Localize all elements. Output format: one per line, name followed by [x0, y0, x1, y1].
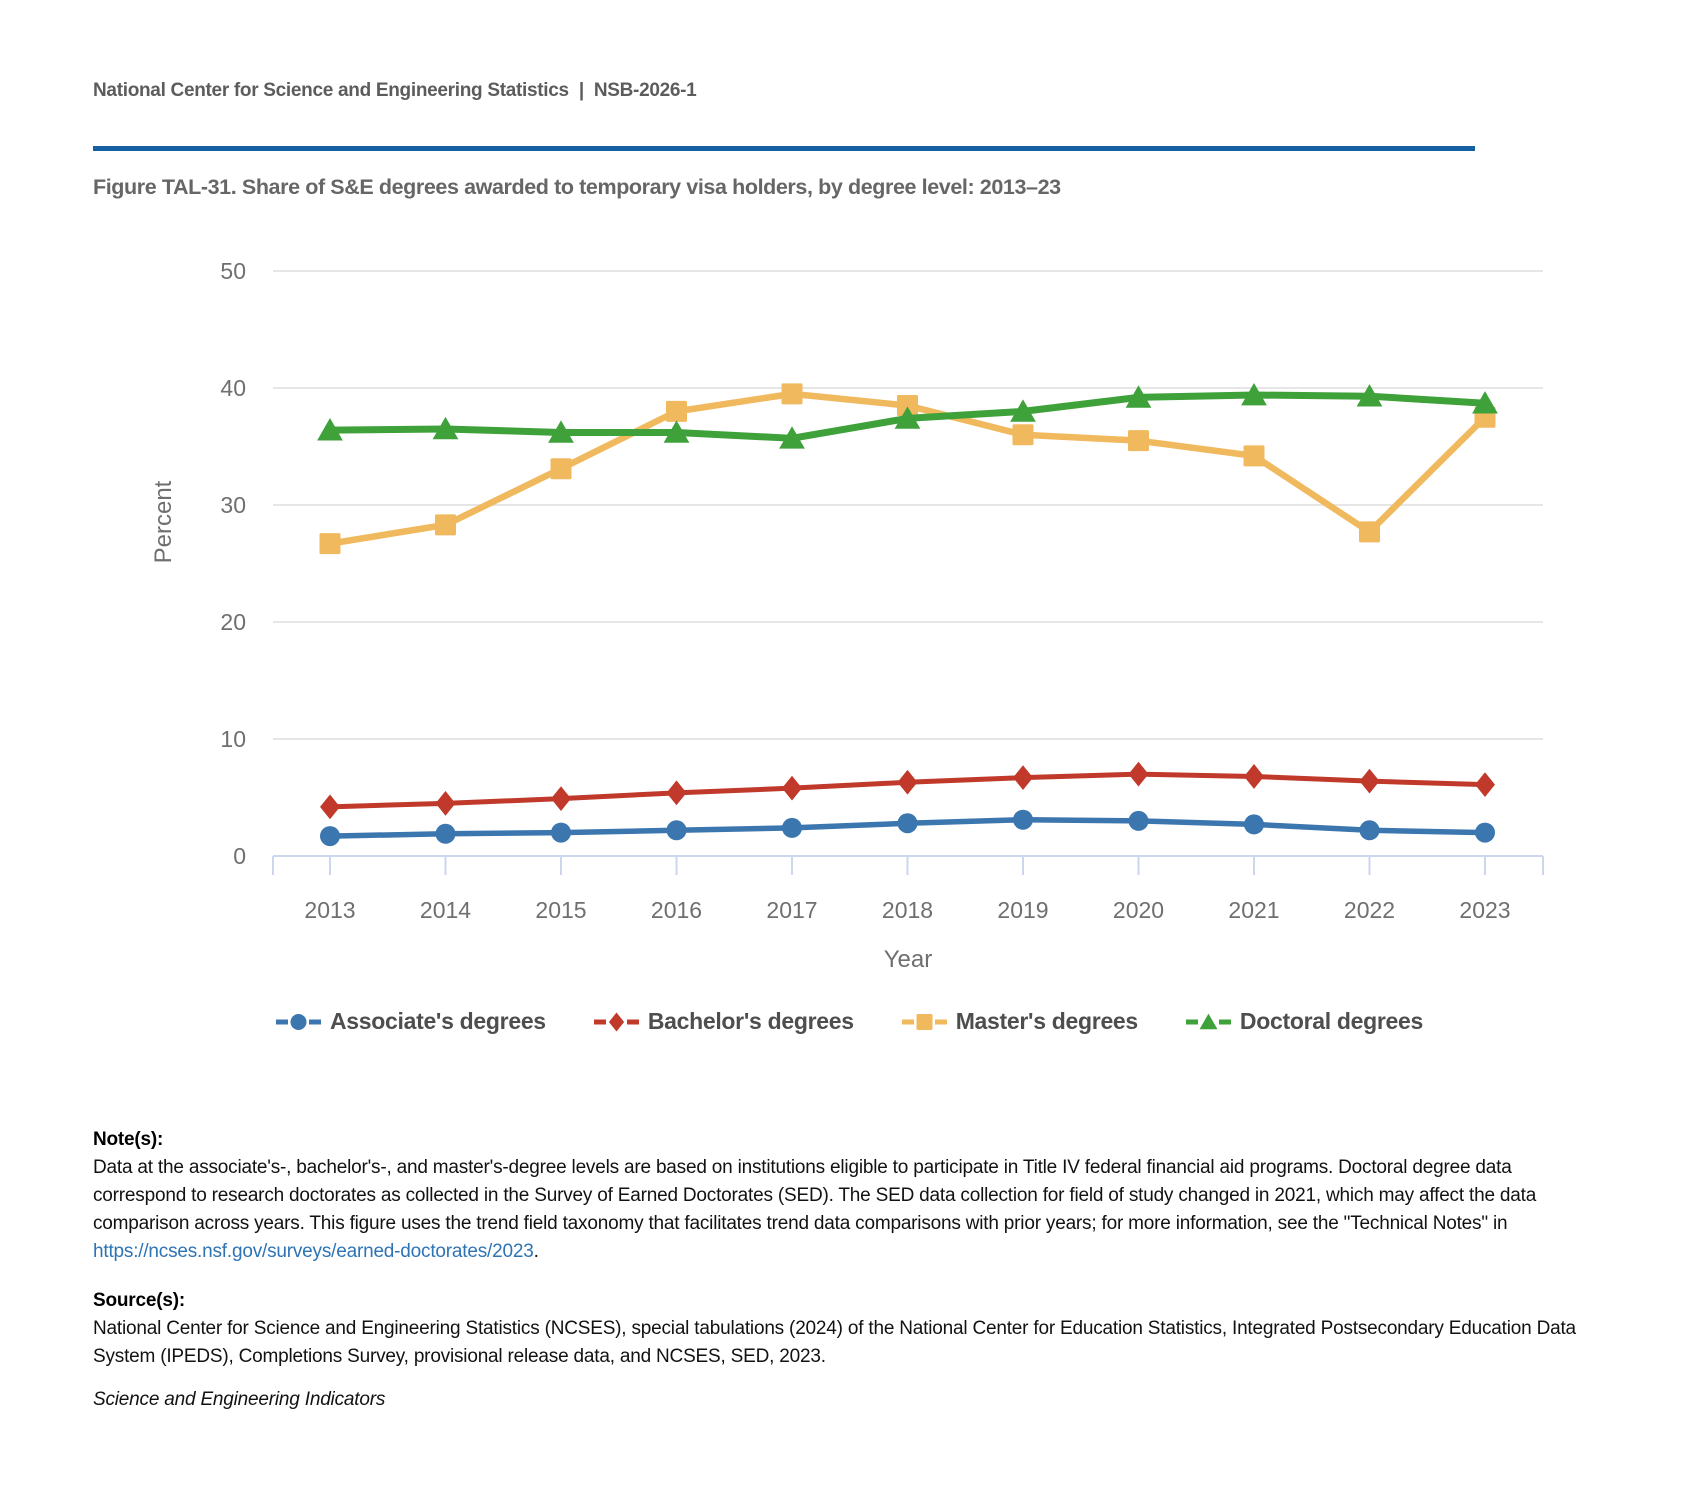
triangle-legend-marker-icon: [1186, 1009, 1231, 1035]
sources-section: [93, 1287, 1587, 1371]
sources-label: Source(s):: [93, 1290, 185, 1311]
svg-text:40: 40: [220, 375, 246, 401]
svg-text:2023: 2023: [1459, 897, 1511, 923]
technical-notes-link[interactable]: https://ncses.nsf.gov/surveys/earned-doctorates/2023: [93, 1241, 534, 1262]
header-report-id: NSB-2026-1: [593, 80, 697, 101]
legend-label: Associate's degrees: [329, 1008, 546, 1034]
svg-text:2015: 2015: [535, 897, 587, 923]
square-legend-marker-icon: [902, 1009, 947, 1035]
sources-text: National Center for Science and Engineering Statistics (NCSES), special tabulations (2024) of the National Center for Education Statistics, Integrated Postsecondary Education Data System (IPEDS), Completions Survey, provisional release data, and NCSES, SED, 2023.: [93, 1318, 1576, 1367]
figure-title: Figure TAL-31. Share of S&E degrees awarded to temporary visa holders, by degree level: 2013–23: [93, 175, 1061, 199]
svg-text:2021: 2021: [1228, 897, 1280, 923]
line-chart: [0, 230, 1699, 990]
legend-label: Master's degrees: [955, 1008, 1138, 1034]
notes-body: Data at the associate's-, bachelor's-, and master's-degree levels are based on institutions eligible to participate in Title IV federal financial aid programs. Doctoral degree data correspond to research doctorates as collected in the Survey of Earned Doctorates (SED). The SED data collection for field of study changed in 2021, which may affect the data comparison across years. This figure uses the trend field taxonomy that facilitates trend data comparisons with prior years; for more information, see the "Technical Notes" in: [93, 1157, 1537, 1234]
notes-section: [93, 1126, 1587, 1266]
publication-name: Science and Engineering Indicators: [93, 1389, 386, 1410]
legend-item-doctoral-degrees[interactable]: [1186, 1008, 1423, 1035]
page-header: [93, 80, 696, 102]
svg-text:50: 50: [220, 258, 246, 284]
legend-label: Doctoral degrees: [1239, 1008, 1424, 1034]
svg-text:2018: 2018: [881, 897, 934, 923]
legend-item-master-s-degrees[interactable]: [902, 1008, 1138, 1035]
svg-text:20: 20: [220, 609, 246, 635]
header-org: National Center for Science and Engineering Statistics: [93, 80, 569, 101]
svg-text:2013: 2013: [304, 897, 356, 923]
svg-text:Year: Year: [883, 946, 933, 973]
header-divider: [93, 146, 1475, 151]
svg-text:2014: 2014: [419, 897, 472, 923]
svg-text:2016: 2016: [650, 897, 703, 923]
svg-text:2020: 2020: [1112, 897, 1165, 923]
svg-text:2017: 2017: [766, 897, 818, 923]
chart-legend: [0, 1008, 1699, 1035]
legend-item-bachelor-s-degrees[interactable]: [594, 1008, 854, 1035]
svg-text:0: 0: [233, 843, 246, 869]
svg-text:10: 10: [220, 726, 246, 752]
svg-text:2022: 2022: [1343, 897, 1396, 923]
notes-text: [93, 1154, 1587, 1266]
svg-text:2019: 2019: [997, 897, 1049, 923]
notes-period: .: [533, 1241, 539, 1262]
header-separator: |: [578, 80, 584, 101]
svg-text:30: 30: [220, 492, 246, 518]
diamond-legend-marker-icon: [594, 1009, 639, 1035]
legend-label: Bachelor's degrees: [647, 1008, 854, 1034]
legend-item-associate-s-degrees[interactable]: [276, 1008, 546, 1035]
svg-text:Percent: Percent: [150, 480, 177, 564]
notes-label: Note(s):: [93, 1129, 164, 1150]
circle-legend-marker-icon: [276, 1009, 321, 1035]
